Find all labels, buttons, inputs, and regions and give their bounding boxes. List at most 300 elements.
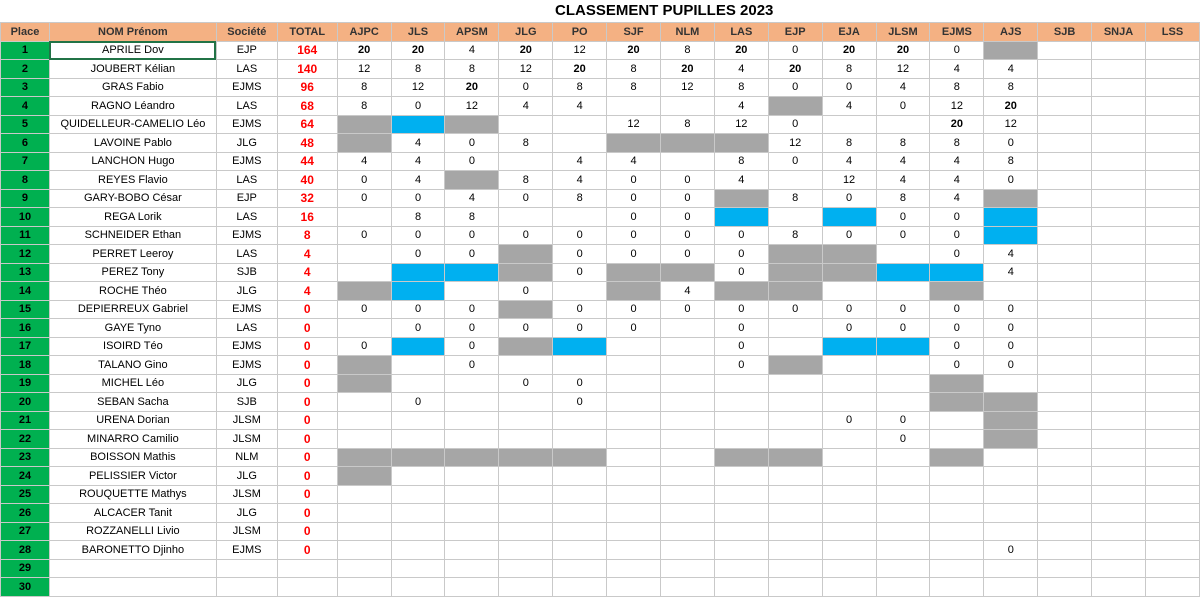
score-cell[interactable]: 4 — [876, 78, 930, 97]
score-cell[interactable] — [768, 393, 822, 412]
score-cell[interactable] — [391, 522, 445, 541]
score-cell[interactable] — [714, 522, 768, 541]
score-cell[interactable] — [607, 504, 661, 523]
score-cell[interactable] — [499, 152, 553, 171]
score-cell-gray[interactable] — [768, 282, 822, 301]
score-cell[interactable] — [391, 411, 445, 430]
score-cell[interactable]: 0 — [445, 245, 499, 264]
score-cell[interactable]: 0 — [445, 300, 499, 319]
score-cell[interactable] — [499, 578, 553, 597]
score-cell[interactable] — [1038, 559, 1092, 578]
score-cell-gray[interactable] — [714, 448, 768, 467]
column-header-po[interactable]: PO — [553, 23, 607, 42]
score-cell[interactable]: 0 — [714, 337, 768, 356]
score-cell[interactable] — [876, 282, 930, 301]
place-cell[interactable]: 3 — [1, 78, 50, 97]
club-cell[interactable]: LAS — [216, 171, 277, 190]
club-cell[interactable]: LAS — [216, 245, 277, 264]
score-cell[interactable]: 0 — [822, 189, 876, 208]
score-cell[interactable]: 0 — [499, 374, 553, 393]
score-cell[interactable]: 4 — [660, 282, 714, 301]
score-cell[interactable] — [660, 152, 714, 171]
club-cell[interactable]: EJMS — [216, 115, 277, 134]
score-cell[interactable]: 0 — [607, 226, 661, 245]
athlete-name-cell[interactable]: TALANO Gino — [49, 356, 216, 375]
score-cell-gray[interactable] — [930, 282, 984, 301]
score-cell[interactable] — [1092, 448, 1146, 467]
score-cell[interactable] — [1145, 300, 1199, 319]
score-cell[interactable]: 0 — [876, 430, 930, 449]
score-cell[interactable] — [1092, 522, 1146, 541]
score-cell[interactable] — [660, 411, 714, 430]
club-cell[interactable]: EJP — [216, 41, 277, 60]
score-cell[interactable] — [1038, 78, 1092, 97]
score-cell[interactable] — [1145, 134, 1199, 153]
score-cell[interactable]: 0 — [391, 300, 445, 319]
score-cell[interactable] — [660, 97, 714, 116]
score-cell[interactable] — [445, 411, 499, 430]
score-cell[interactable] — [984, 522, 1038, 541]
score-cell[interactable] — [445, 374, 499, 393]
place-cell[interactable]: 20 — [1, 393, 50, 412]
score-cell[interactable] — [499, 504, 553, 523]
score-cell[interactable] — [337, 541, 391, 560]
score-cell[interactable] — [607, 559, 661, 578]
score-cell[interactable] — [660, 485, 714, 504]
score-cell[interactable] — [768, 171, 822, 190]
score-cell-gray[interactable] — [337, 448, 391, 467]
score-cell[interactable] — [984, 578, 1038, 597]
score-cell[interactable] — [1145, 115, 1199, 134]
place-cell[interactable]: 18 — [1, 356, 50, 375]
score-cell[interactable]: 12 — [660, 78, 714, 97]
score-cell[interactable] — [499, 522, 553, 541]
score-cell[interactable]: 0 — [930, 300, 984, 319]
score-cell[interactable]: 4 — [876, 152, 930, 171]
total-cell[interactable]: 0 — [277, 448, 337, 467]
score-cell-gray[interactable] — [337, 374, 391, 393]
score-cell[interactable]: 0 — [391, 97, 445, 116]
score-cell[interactable]: 0 — [876, 319, 930, 338]
score-cell[interactable]: 4 — [822, 152, 876, 171]
total-cell[interactable]: 8 — [277, 226, 337, 245]
score-cell-gray[interactable] — [930, 374, 984, 393]
score-cell[interactable]: 20 — [445, 78, 499, 97]
club-cell[interactable]: EJMS — [216, 356, 277, 375]
place-cell[interactable]: 29 — [1, 559, 50, 578]
score-cell[interactable] — [499, 541, 553, 560]
score-cell[interactable]: 0 — [930, 319, 984, 338]
score-cell-blue[interactable] — [445, 263, 499, 282]
score-cell[interactable]: 0 — [984, 541, 1038, 560]
score-cell[interactable]: 0 — [499, 78, 553, 97]
score-cell[interactable]: 0 — [930, 208, 984, 227]
score-cell[interactable]: 0 — [822, 319, 876, 338]
total-cell[interactable]: 0 — [277, 300, 337, 319]
club-cell[interactable]: LAS — [216, 97, 277, 116]
place-cell[interactable]: 30 — [1, 578, 50, 597]
score-cell[interactable] — [1145, 485, 1199, 504]
score-cell[interactable]: 0 — [553, 245, 607, 264]
score-cell[interactable] — [768, 337, 822, 356]
total-cell[interactable]: 40 — [277, 171, 337, 190]
score-cell[interactable] — [607, 356, 661, 375]
score-cell[interactable] — [1038, 337, 1092, 356]
score-cell[interactable]: 8 — [876, 134, 930, 153]
place-cell[interactable]: 24 — [1, 467, 50, 486]
score-cell[interactable] — [822, 504, 876, 523]
score-cell[interactable] — [1038, 245, 1092, 264]
club-cell[interactable]: EJMS — [216, 300, 277, 319]
column-header-soci-t-[interactable]: Société — [216, 23, 277, 42]
score-cell[interactable] — [930, 578, 984, 597]
place-cell[interactable]: 5 — [1, 115, 50, 134]
total-cell[interactable]: 0 — [277, 374, 337, 393]
score-cell[interactable] — [660, 578, 714, 597]
score-cell[interactable] — [1145, 467, 1199, 486]
score-cell[interactable] — [660, 337, 714, 356]
score-cell[interactable]: 0 — [822, 300, 876, 319]
score-cell[interactable] — [1038, 134, 1092, 153]
score-cell[interactable]: 0 — [391, 226, 445, 245]
score-cell[interactable]: 0 — [930, 245, 984, 264]
athlete-name-cell[interactable]: PERRET Leeroy — [49, 245, 216, 264]
score-cell[interactable] — [930, 411, 984, 430]
score-cell[interactable] — [768, 522, 822, 541]
score-cell[interactable] — [876, 522, 930, 541]
score-cell[interactable] — [822, 393, 876, 412]
score-cell-gray[interactable] — [984, 430, 1038, 449]
score-cell[interactable] — [1038, 60, 1092, 79]
score-cell[interactable]: 0 — [660, 189, 714, 208]
score-cell[interactable]: 8 — [930, 78, 984, 97]
score-cell-gray[interactable] — [499, 337, 553, 356]
score-cell[interactable]: 0 — [876, 208, 930, 227]
score-cell[interactable]: 0 — [714, 226, 768, 245]
score-cell[interactable] — [1145, 374, 1199, 393]
score-cell[interactable] — [499, 485, 553, 504]
score-cell[interactable] — [337, 504, 391, 523]
score-cell[interactable]: 0 — [714, 356, 768, 375]
athlete-name-cell[interactable]: MINARRO Camilio — [49, 430, 216, 449]
score-cell[interactable] — [1092, 578, 1146, 597]
total-cell[interactable]: 164 — [277, 41, 337, 60]
score-cell[interactable] — [1038, 485, 1092, 504]
total-cell[interactable]: 140 — [277, 60, 337, 79]
place-cell[interactable]: 19 — [1, 374, 50, 393]
athlete-name-cell[interactable]: GRAS Fabio — [49, 78, 216, 97]
score-cell[interactable] — [876, 578, 930, 597]
score-cell[interactable] — [499, 208, 553, 227]
place-cell[interactable]: 2 — [1, 60, 50, 79]
club-cell[interactable]: JLG — [216, 282, 277, 301]
score-cell[interactable] — [1038, 171, 1092, 190]
athlete-name-cell[interactable] — [49, 578, 216, 597]
score-cell[interactable] — [714, 374, 768, 393]
score-cell[interactable]: 8 — [445, 60, 499, 79]
score-cell[interactable] — [1145, 522, 1199, 541]
score-cell[interactable]: 0 — [499, 319, 553, 338]
score-cell[interactable] — [876, 467, 930, 486]
score-cell[interactable] — [1145, 282, 1199, 301]
score-cell[interactable] — [553, 541, 607, 560]
club-cell[interactable]: JLG — [216, 467, 277, 486]
score-cell[interactable]: 0 — [660, 245, 714, 264]
score-cell[interactable] — [984, 504, 1038, 523]
score-cell[interactable] — [660, 559, 714, 578]
score-cell[interactable] — [391, 356, 445, 375]
place-cell[interactable]: 4 — [1, 97, 50, 116]
score-cell[interactable] — [337, 559, 391, 578]
score-cell[interactable]: 0 — [822, 411, 876, 430]
score-cell[interactable]: 8 — [391, 208, 445, 227]
score-cell[interactable]: 20 — [822, 41, 876, 60]
total-cell[interactable]: 32 — [277, 189, 337, 208]
score-cell[interactable] — [984, 282, 1038, 301]
score-cell[interactable] — [1092, 411, 1146, 430]
total-cell[interactable]: 0 — [277, 337, 337, 356]
score-cell-gray[interactable] — [499, 300, 553, 319]
score-cell[interactable] — [1145, 60, 1199, 79]
score-cell[interactable] — [1145, 189, 1199, 208]
score-cell-gray[interactable] — [714, 134, 768, 153]
score-cell[interactable] — [1092, 263, 1146, 282]
score-cell[interactable] — [1038, 448, 1092, 467]
score-cell[interactable]: 12 — [822, 171, 876, 190]
club-cell[interactable] — [216, 559, 277, 578]
score-cell[interactable] — [553, 485, 607, 504]
score-cell[interactable] — [607, 467, 661, 486]
score-cell[interactable] — [1038, 282, 1092, 301]
score-cell[interactable] — [607, 374, 661, 393]
score-cell[interactable] — [499, 356, 553, 375]
score-cell[interactable]: 4 — [930, 189, 984, 208]
score-cell[interactable] — [768, 485, 822, 504]
score-cell[interactable] — [768, 578, 822, 597]
total-cell[interactable]: 4 — [277, 263, 337, 282]
score-cell[interactable] — [1145, 226, 1199, 245]
score-cell[interactable]: 0 — [660, 300, 714, 319]
score-cell-gray[interactable] — [499, 245, 553, 264]
score-cell[interactable] — [1092, 430, 1146, 449]
score-cell[interactable] — [337, 578, 391, 597]
score-cell[interactable]: 0 — [876, 97, 930, 116]
score-cell[interactable] — [1038, 263, 1092, 282]
score-cell[interactable] — [553, 282, 607, 301]
score-cell[interactable] — [1038, 300, 1092, 319]
club-cell[interactable]: JLG — [216, 374, 277, 393]
athlete-name-cell[interactable]: REGA Lorik — [49, 208, 216, 227]
place-cell[interactable]: 17 — [1, 337, 50, 356]
score-cell-blue[interactable] — [930, 263, 984, 282]
score-cell[interactable]: 20 — [391, 41, 445, 60]
score-cell[interactable]: 4 — [553, 171, 607, 190]
score-cell[interactable] — [822, 282, 876, 301]
place-cell[interactable]: 1 — [1, 41, 50, 60]
score-cell[interactable]: 8 — [391, 60, 445, 79]
score-cell[interactable]: 8 — [768, 189, 822, 208]
club-cell[interactable]: SJB — [216, 263, 277, 282]
athlete-name-cell[interactable]: PEREZ Tony — [49, 263, 216, 282]
place-cell[interactable]: 12 — [1, 245, 50, 264]
score-cell[interactable]: 0 — [660, 171, 714, 190]
place-cell[interactable]: 27 — [1, 522, 50, 541]
score-cell[interactable]: 0 — [714, 319, 768, 338]
score-cell[interactable] — [822, 559, 876, 578]
score-cell[interactable] — [391, 467, 445, 486]
place-cell[interactable]: 22 — [1, 430, 50, 449]
score-cell-gray[interactable] — [391, 448, 445, 467]
score-cell[interactable]: 0 — [607, 300, 661, 319]
column-header-jls[interactable]: JLS — [391, 23, 445, 42]
score-cell[interactable] — [1145, 97, 1199, 116]
score-cell[interactable] — [768, 208, 822, 227]
score-cell[interactable]: 20 — [984, 97, 1038, 116]
club-cell[interactable]: JLSM — [216, 485, 277, 504]
score-cell[interactable] — [1092, 300, 1146, 319]
club-cell[interactable]: JLSM — [216, 411, 277, 430]
score-cell[interactable]: 4 — [822, 97, 876, 116]
score-cell[interactable] — [607, 411, 661, 430]
total-cell[interactable]: 4 — [277, 282, 337, 301]
score-cell[interactable] — [1038, 374, 1092, 393]
score-cell[interactable]: 0 — [660, 208, 714, 227]
score-cell[interactable] — [607, 485, 661, 504]
score-cell[interactable] — [660, 319, 714, 338]
score-cell[interactable] — [930, 485, 984, 504]
score-cell[interactable] — [876, 448, 930, 467]
score-cell[interactable]: 0 — [876, 226, 930, 245]
score-cell[interactable] — [1092, 189, 1146, 208]
score-cell[interactable]: 4 — [930, 171, 984, 190]
score-cell[interactable]: 8 — [445, 208, 499, 227]
score-cell[interactable] — [714, 485, 768, 504]
column-header-lss[interactable]: LSS — [1145, 23, 1199, 42]
score-cell[interactable] — [337, 430, 391, 449]
column-header-las[interactable]: LAS — [714, 23, 768, 42]
score-cell[interactable]: 12 — [876, 60, 930, 79]
score-cell[interactable]: 0 — [553, 300, 607, 319]
place-cell[interactable]: 21 — [1, 411, 50, 430]
score-cell[interactable] — [930, 430, 984, 449]
score-cell[interactable] — [1038, 208, 1092, 227]
score-cell[interactable] — [1092, 337, 1146, 356]
score-cell[interactable]: 0 — [553, 226, 607, 245]
club-cell[interactable]: LAS — [216, 60, 277, 79]
score-cell[interactable] — [337, 485, 391, 504]
score-cell-gray[interactable] — [984, 189, 1038, 208]
score-cell[interactable] — [876, 245, 930, 264]
score-cell[interactable]: 12 — [768, 134, 822, 153]
score-cell[interactable] — [607, 522, 661, 541]
place-cell[interactable]: 25 — [1, 485, 50, 504]
club-cell[interactable]: EJMS — [216, 541, 277, 560]
column-header-jlsm[interactable]: JLSM — [876, 23, 930, 42]
score-cell[interactable] — [1092, 485, 1146, 504]
score-cell[interactable]: 0 — [768, 152, 822, 171]
score-cell[interactable]: 0 — [876, 300, 930, 319]
score-cell[interactable] — [1092, 152, 1146, 171]
score-cell[interactable] — [768, 559, 822, 578]
score-cell[interactable]: 0 — [499, 282, 553, 301]
score-cell[interactable]: 0 — [930, 41, 984, 60]
score-cell[interactable]: 0 — [768, 115, 822, 134]
score-cell[interactable] — [337, 319, 391, 338]
score-cell[interactable]: 8 — [930, 134, 984, 153]
place-cell[interactable]: 8 — [1, 171, 50, 190]
athlete-name-cell[interactable]: REYES Flavio — [49, 171, 216, 190]
column-header-place[interactable]: Place — [1, 23, 50, 42]
athlete-name-cell[interactable]: GAYE Tyno — [49, 319, 216, 338]
score-cell[interactable]: 12 — [553, 41, 607, 60]
athlete-name-cell[interactable]: DEPIERREUX Gabriel — [49, 300, 216, 319]
score-cell[interactable] — [391, 504, 445, 523]
club-cell[interactable]: JLG — [216, 134, 277, 153]
total-cell[interactable]: 0 — [277, 504, 337, 523]
score-cell[interactable] — [1092, 171, 1146, 190]
place-cell[interactable]: 11 — [1, 226, 50, 245]
score-cell[interactable] — [1092, 134, 1146, 153]
score-cell-gray[interactable] — [714, 282, 768, 301]
score-cell-gray[interactable] — [553, 448, 607, 467]
score-cell[interactable] — [822, 115, 876, 134]
score-cell[interactable] — [1038, 541, 1092, 560]
score-cell[interactable] — [1145, 41, 1199, 60]
total-cell[interactable]: 0 — [277, 467, 337, 486]
score-cell[interactable] — [1145, 263, 1199, 282]
score-cell[interactable]: 20 — [768, 60, 822, 79]
place-cell[interactable]: 7 — [1, 152, 50, 171]
score-cell[interactable] — [1145, 337, 1199, 356]
score-cell[interactable] — [499, 559, 553, 578]
score-cell-gray[interactable] — [337, 356, 391, 375]
score-cell[interactable] — [822, 541, 876, 560]
score-cell[interactable]: 12 — [607, 115, 661, 134]
score-cell[interactable] — [553, 522, 607, 541]
score-cell[interactable]: 0 — [930, 226, 984, 245]
score-cell[interactable]: 4 — [445, 189, 499, 208]
score-cell[interactable] — [660, 541, 714, 560]
score-cell[interactable]: 0 — [391, 319, 445, 338]
athlete-name-cell[interactable]: LAVOINE Pablo — [49, 134, 216, 153]
score-cell[interactable] — [553, 411, 607, 430]
place-cell[interactable]: 26 — [1, 504, 50, 523]
score-cell[interactable]: 0 — [984, 356, 1038, 375]
score-cell[interactable] — [553, 578, 607, 597]
total-cell[interactable]: 44 — [277, 152, 337, 171]
score-cell[interactable]: 0 — [445, 337, 499, 356]
score-cell[interactable] — [1038, 430, 1092, 449]
score-cell[interactable] — [1038, 115, 1092, 134]
total-cell[interactable]: 4 — [277, 245, 337, 264]
score-cell[interactable]: 12 — [499, 60, 553, 79]
score-cell-gray[interactable] — [607, 282, 661, 301]
athlete-name-cell[interactable]: ROZZANELLI Livio — [49, 522, 216, 541]
score-cell[interactable]: 0 — [337, 300, 391, 319]
score-cell-gray[interactable] — [607, 263, 661, 282]
score-cell[interactable]: 20 — [714, 41, 768, 60]
place-cell[interactable]: 23 — [1, 448, 50, 467]
score-cell-gray[interactable] — [822, 263, 876, 282]
score-cell[interactable]: 0 — [553, 263, 607, 282]
score-cell[interactable] — [930, 504, 984, 523]
score-cell[interactable]: 20 — [553, 60, 607, 79]
place-cell[interactable]: 14 — [1, 282, 50, 301]
score-cell[interactable]: 4 — [930, 152, 984, 171]
score-cell[interactable]: 0 — [714, 263, 768, 282]
score-cell[interactable]: 8 — [660, 115, 714, 134]
score-cell-blue[interactable] — [984, 226, 1038, 245]
